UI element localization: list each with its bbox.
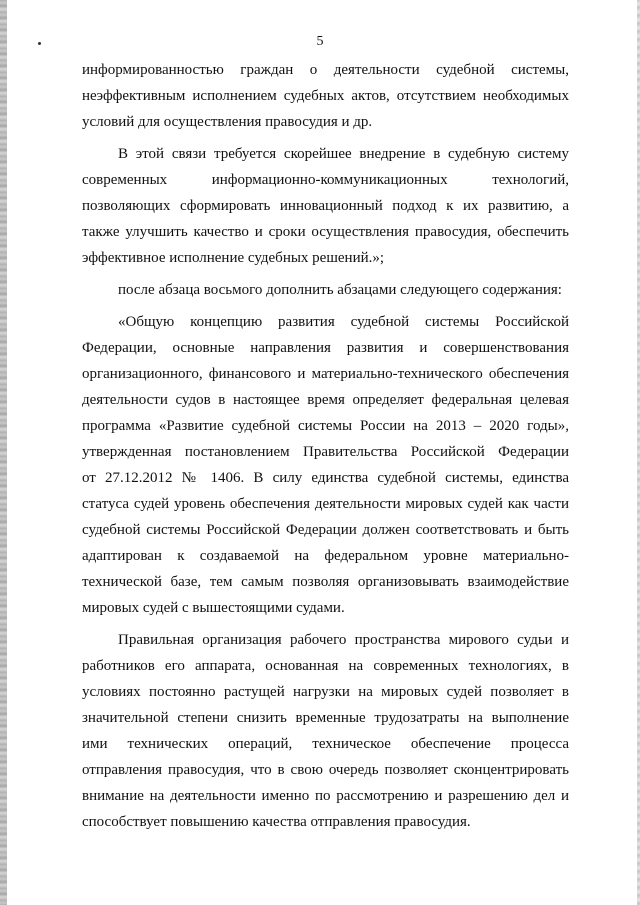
- text-line: статуса судей уровень обеспечения деятельности мировых судей как части: [82, 496, 569, 512]
- paragraph-4: [82, 309, 569, 621]
- text-line: эффективное исполнение судебных решений.»;: [82, 250, 385, 266]
- text-line: позволяющих сформировать инновационный подход к их развитию, а: [82, 198, 569, 214]
- text-line: Федерации, основные направления развития и совершенствования: [82, 340, 569, 356]
- text-line: Правильная организация рабочего пространства мирового судьи и: [118, 632, 569, 648]
- text-line: технической базе, тем самым позволяя организовывать взаимодействие: [82, 574, 569, 590]
- text-line: работников его аппарата, основанная на современных технологиях, в: [82, 658, 569, 674]
- text-line: условиях постоянно растущей нагрузки на мировых судей позволяет в: [82, 684, 569, 700]
- paragraph-1: [82, 57, 569, 135]
- text-line: современных информационно-коммуникационных технологий,: [82, 172, 569, 188]
- text-line: внимание на деятельности именно по рассмотрению и разрешению дел и: [82, 788, 569, 804]
- text-line: условий для осуществления правосудия и др.: [82, 114, 373, 130]
- text-line: деятельности судов в настоящее время определяет федеральная целевая: [82, 392, 569, 408]
- scan-shadow-left: [0, 0, 7, 905]
- document-body: [82, 57, 569, 835]
- text-line: после абзаца восьмого дополнить абзацами следующего содержания:: [118, 282, 562, 298]
- text-line: организационного, финансового и материально-технического обеспечения: [82, 366, 569, 382]
- page-number: 5: [316, 34, 324, 49]
- text-line: «Общую концепцию развития судебной системы Российской: [118, 314, 569, 330]
- paragraph-5: [82, 627, 569, 835]
- text-line: отправления правосудия, что в свою очередь позволяет сконцентрировать: [82, 762, 569, 778]
- text-line: судебной системы Российской Федерации должен соответствовать и быть: [82, 522, 569, 538]
- text-line: ими технических операций, техническое обеспечение процесса: [82, 736, 569, 752]
- text-line: утвержденная постановлением Правительства Российской Федерации: [82, 444, 569, 460]
- text-line: В этой связи требуется скорейшее внедрение в судебную систему: [118, 146, 569, 162]
- paragraph-3: [82, 277, 569, 303]
- text-line: программа «Развитие судебной системы России на 2013 – 2020 годы»,: [82, 418, 569, 434]
- text-line: неэффективным исполнением судебных актов, отсутствием необходимых: [82, 88, 569, 104]
- text-line: адаптирован к создаваемой на федеральном уровне материально-: [82, 548, 569, 564]
- text-line: мировых судей с вышестоящими судами.: [82, 600, 345, 616]
- paragraph-2: [82, 141, 569, 271]
- text-line: также улучшить качество и сроки осуществления правосудия, обеспечить: [82, 224, 569, 240]
- text-line: значительной степени снизить временные трудозатраты на выполнение: [82, 710, 569, 726]
- text-line: информированностью граждан о деятельности судебной системы,: [82, 62, 569, 78]
- text-line: от 27.12.2012 № 1406. В силу единства судебной системы, единства: [82, 470, 569, 486]
- text-line: способствует повышению качества отправления правосудия.: [82, 814, 471, 830]
